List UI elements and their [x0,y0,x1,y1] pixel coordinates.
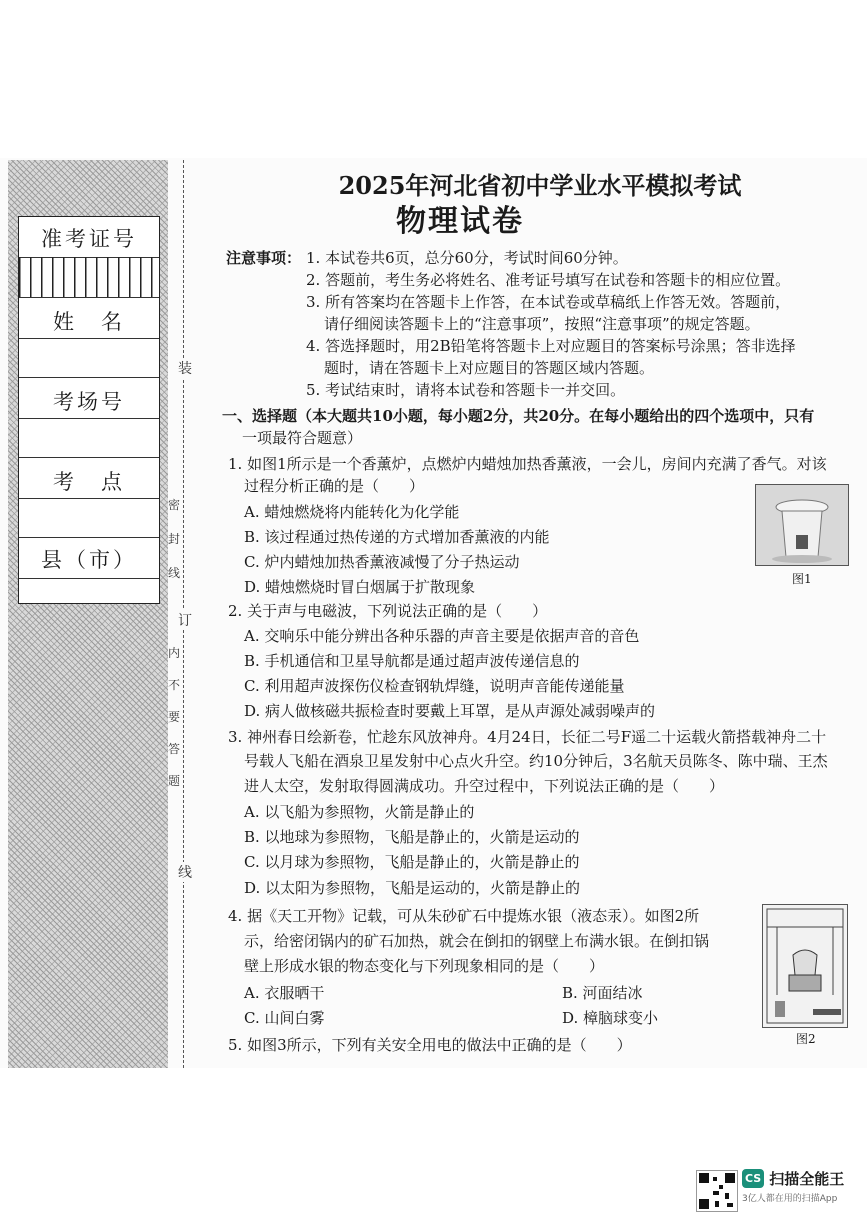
label-exam-site: 考 点 [53,470,125,494]
q1-stem: 1. 如图1所示是一个香薰炉，点燃炉内蜡烛加热香薰液，一会儿，房间内充满了香气。对该 [228,455,827,473]
figure-1-caption: 图1 [792,572,812,586]
q4-stem-cont2: 壁上形成水银的物态变化与下列现象相同的是（ ） [244,957,605,975]
q4-option-d: D. 樟脑球变小 [562,1009,659,1027]
section1-heading: 一、选择题（本大题共10小题，每小题2分，共20分。在每小题给出的四个选项中，只有 [222,407,815,425]
name-write-area [19,339,159,378]
q3-stem: 3. 神州春日绘新卷，忙趁东风放神舟。4月24日，长征二号F遥二十运载火箭搭载神舟二十 [228,728,827,746]
info-row-exam-number [19,217,159,258]
q3-option-c: C. 以月球为参照物，飞船是静止的，火箭是静止的 [244,853,580,871]
note-3-cont: 请仔细阅读答题卡上的“注意事项”，按照“注意事项”的规定答题。 [324,315,760,333]
mercury-refining-illustration [763,905,847,1027]
label-county: 县（市） [41,548,137,572]
note-4-cont: 题时，请在答题卡上对应题目的答题区域内答题。 [324,359,655,377]
binding-mark-ding: 订 [178,610,192,630]
candidate-info-box [18,216,160,604]
info-row-exam-room [19,378,159,419]
info-row-exam-site [19,458,159,499]
subject-title: 物理试卷 [396,204,524,239]
note-5: 5. 考试结束时，请将本试卷和答题卡一并交回。 [306,381,626,399]
q2-stem: 2. 关于声与电磁波，下列说法正确的是（ ） [228,602,548,620]
notice-char-5: 不 [168,678,181,692]
label-exam-room: 考场号 [53,390,125,414]
notice-char-3: 线 [168,566,181,580]
notice-char-1: 密 [168,498,181,512]
scanner-watermark [742,1168,844,1204]
scanner-brand: 扫描全能王 [769,1170,845,1188]
label-exam-number: 准考证号 [41,227,137,251]
q3-option-b: B. 以地球为参照物，飞船是静止的，火箭是运动的 [244,828,580,846]
camscanner-badge: CS [742,1169,764,1188]
q4-stem-cont1: 示，给密闭锅内的矿石加热，就会在倒扣的钢壁上布满水银。在倒扣锅 [244,932,710,950]
q1-option-d: D. 蜡烛燃烧时冒白烟属于扩散现象 [244,578,476,596]
q3-stem-cont1: 号载人飞船在酒泉卫星发射中心点火升空。约10分钟后，3名航天员陈冬、陈中瑞、王杰 [244,752,828,770]
qr-code [696,1170,738,1212]
note-1: 1. 本试卷共6页，总分60分，考试时间60分钟。 [306,249,628,267]
notice-char-4: 内 [168,646,181,660]
q1-option-a: A. 蜡烛燃烧将内能转化为化学能 [244,503,460,521]
q2-option-c: C. 利用超声波探伤仪检查钢轨焊缝，说明声音能传递能量 [244,677,625,695]
room-write-area [19,419,159,458]
q2-option-d: D. 病人做核磁共振检查时要戴上耳罩，是从声源处减弱噪声的 [244,702,656,720]
exam-number-boxes [19,257,159,298]
info-row-name [19,298,159,339]
q4-stem: 4. 据《天工开物》记载，可从朱砂矿石中提炼水银（液态汞）。如图2所 [228,907,700,925]
q3-option-a: A. 以飞船为参照物，火箭是静止的 [244,803,475,821]
aroma-burner-illustration [756,485,848,565]
notice-char-2: 封 [168,532,181,546]
notice-char-7: 答 [168,742,181,756]
qr-code-graphic [697,1171,737,1211]
note-3: 3. 所有答案均在答题卡上作答，在本试卷或草稿纸上作答无效。答题前， [306,293,791,311]
info-row-county [19,538,159,579]
exam-title: 2025年河北省初中学业水平模拟考试 [338,171,742,200]
q3-stem-cont2: 进人太空，发射取得圆满成功。升空过程中，下列说法正确的是（ ） [244,777,725,795]
binding-mark-zhuang: 装 [178,358,192,378]
q1-stem-cont: 过程分析正确的是（ ） [244,477,425,495]
q2-option-b: B. 手机通信和卫星导航都是通过超声波传递信息的 [244,652,580,670]
scanner-tagline: 3亿人都在用的扫描App [742,1194,838,1204]
label-name: 姓 名 [53,310,125,334]
site-write-area [19,499,159,538]
q4-option-b: B. 河面结冰 [562,984,643,1002]
figure-1-aroma-burner [755,484,849,566]
q4-option-c: C. 山间白雾 [244,1009,325,1027]
note-4: 4. 答选择题时，用2B铅笔将答题卡上对应题目的答案标号涂黑；答非选择 [306,337,796,355]
figure-2-caption: 图2 [796,1032,816,1046]
note-2: 2. 答题前，考生务必将姓名、准考证号填写在试卷和答题卡的相应位置。 [306,271,791,289]
q3-option-d: D. 以太阳为参照物，飞船是运动的，火箭是静止的 [244,879,581,897]
figure-2-mercury-refining [762,904,848,1028]
q1-option-b: B. 该过程通过热传递的方式增加香薰液的内能 [244,528,550,546]
q2-option-a: A. 交响乐中能分辨出各种乐器的声音主要是依据声音的音色 [244,627,640,645]
section1-heading-cont: 一项最符合题意） [242,429,363,447]
notes-label: 注意事项： [226,249,302,267]
q1-option-c: C. 炉内蜡烛加热香薰液减慢了分子热运动 [244,553,520,571]
q5-stem: 5. 如图3所示，下列有关安全用电的做法中正确的是（ ） [228,1036,632,1054]
notice-char-8: 题 [168,774,181,788]
q4-option-a: A. 衣服晒干 [244,984,325,1002]
binding-mark-xian: 线 [178,862,192,882]
notice-char-6: 要 [168,710,181,724]
